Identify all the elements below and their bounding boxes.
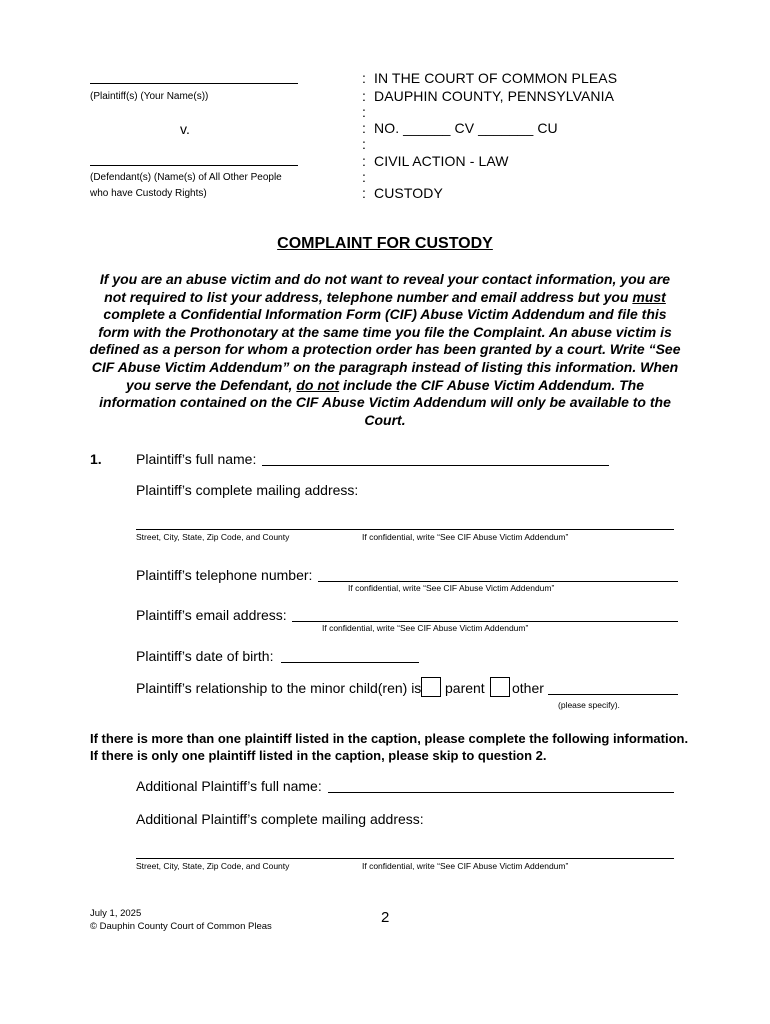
parent-option-label: parent <box>445 680 485 696</box>
caption-separator: : <box>362 185 366 201</box>
case-number-field[interactable]: NO. ______ CV _______ CU <box>374 120 558 136</box>
defendant-label-line-1: (Defendant(s) (Name(s) of All Other People <box>90 172 282 183</box>
notice-text-part-2: complete a Confidential Information Form (CIF) Abuse Victim Addendum and file this form with the Prothonotary at the same time you file the Complaint. An abuse victim is defined as a person for whom a protection order has been granted by a court. Write “See CIF Abuse Victim Addendum” on the paragraph instead of listing this information. When you serve the Defendant, <box>89 306 681 393</box>
plaintiff-mailing-address-field[interactable] <box>136 529 674 530</box>
confidential-hint: If confidential, write “See CIF Abuse Victim Addendum” <box>362 861 569 871</box>
caption-separator: : <box>362 136 366 152</box>
section-number: 1. <box>90 451 102 467</box>
caption-separator: : <box>362 104 366 120</box>
confidential-hint: If confidential, write “See CIF Abuse Victim Addendum” <box>348 583 555 593</box>
caption-separator: : <box>362 120 366 136</box>
plaintiff-mailing-address-label: Plaintiff’s complete mailing address: <box>136 482 359 498</box>
parent-checkbox[interactable] <box>421 677 441 697</box>
street-hint: Street, City, State, Zip Code, and County <box>136 532 290 542</box>
notice-must: must <box>632 288 666 305</box>
other-option-label: other <box>512 680 544 696</box>
plaintiff-email-field[interactable] <box>292 621 678 622</box>
caption-separator: : <box>362 169 366 185</box>
plaintiff-label: (Plaintiff(s) (Your Name(s)) <box>90 91 209 102</box>
notice-do-not: do not <box>296 376 340 393</box>
abuse-victim-notice <box>88 271 682 429</box>
plaintiff-full-name-label: Plaintiff’s full name: <box>136 451 257 467</box>
additional-plaintiff-mailing-label: Additional Plaintiff’s complete mailing address: <box>136 811 424 827</box>
street-hint: Street, City, State, Zip Code, and County <box>136 861 290 871</box>
other-checkbox[interactable] <box>490 677 510 697</box>
caption-separator: : <box>362 88 366 104</box>
versus-text: v. <box>180 121 190 137</box>
action-type: CIVIL ACTION - LAW <box>374 153 509 169</box>
plaintiff-email-label: Plaintiff’s email address: <box>136 607 287 623</box>
plaintiff-dob-label: Plaintiff’s date of birth: <box>136 648 274 664</box>
additional-plaintiff-mailing-field[interactable] <box>136 858 674 859</box>
notice-text-part-1: If you are an abuse victim and do not want to reveal your contact information, you are not required to list your address, telephone number and email address but you <box>99 271 671 305</box>
court-name: IN THE COURT OF COMMON PLEAS <box>374 70 618 86</box>
plaintiff-dob-field[interactable] <box>281 662 419 663</box>
caption-separator: : <box>362 153 366 169</box>
confidential-hint: If confidential, write “See CIF Abuse Victim Addendum” <box>322 623 529 633</box>
plaintiff-name-line[interactable] <box>90 83 298 84</box>
plaintiff-telephone-label: Plaintiff’s telephone number: <box>136 567 313 583</box>
please-specify-hint: (please specify). <box>558 700 620 710</box>
multiple-plaintiffs-note: If there is more than one plaintiff listed in the caption, please complete the following information. If there is only one plaintiff listed in the caption, please skip to question 2. <box>90 731 689 763</box>
footer-copyright: © Dauphin County Court of Common Pleas <box>90 921 272 932</box>
footer-date: July 1, 2025 <box>90 908 142 919</box>
case-type: CUSTODY <box>374 185 443 201</box>
defendant-name-line[interactable] <box>90 165 298 166</box>
plaintiff-telephone-field[interactable] <box>318 581 678 582</box>
defendant-label-line-2: who have Custody Rights) <box>90 188 207 199</box>
other-specify-field[interactable] <box>548 694 678 695</box>
notice-text-part-3: include the CIF Abuse Victim Addendum. The information contained on the CIF Abuse Victim Addendum will only be available to the Court. <box>99 376 671 428</box>
additional-plaintiff-full-name-field[interactable] <box>328 792 674 793</box>
confidential-hint: If confidential, write “See CIF Abuse Victim Addendum” <box>362 532 569 542</box>
additional-plaintiff-full-name-label: Additional Plaintiff’s full name: <box>136 778 322 794</box>
plaintiff-full-name-field[interactable] <box>262 465 609 466</box>
caption-separator: : <box>362 70 366 86</box>
court-county: DAUPHIN COUNTY, PENNSYLVANIA <box>374 88 615 104</box>
page-number: 2 <box>381 909 390 926</box>
plaintiff-relationship-label: Plaintiff’s relationship to the minor child(ren) is <box>136 680 422 696</box>
document-title: COMPLAINT FOR CUSTODY <box>277 235 493 252</box>
